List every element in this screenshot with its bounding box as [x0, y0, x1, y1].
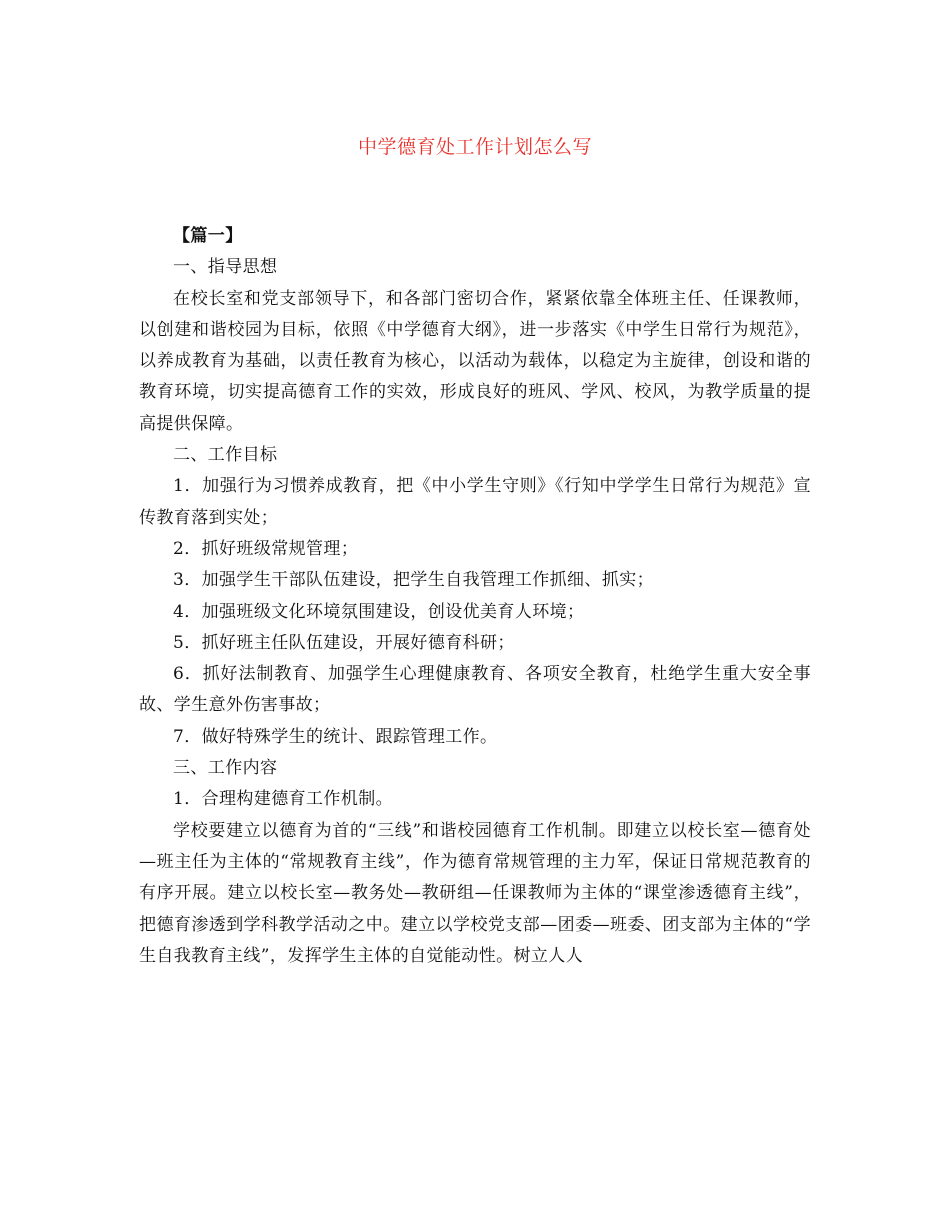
- goal-item-2: 2．抓好班级常规管理；: [173, 538, 359, 559]
- content-item-1: 1．合理构建德育工作机制。: [173, 789, 394, 810]
- section-heading-part-one: 【篇一】: [173, 226, 243, 246]
- document-body: [139, 221, 811, 972]
- section-heading-guiding-ideology: 一、指导思想: [173, 257, 278, 278]
- document-title: 中学德育处工作计划怎么写: [357, 136, 592, 158]
- goal-item-7: 7．做好特殊学生的统计、跟踪管理工作。: [173, 726, 498, 747]
- goal-item-1: 1．加强行为习惯养成教育，把《中小学生守则》《行知中学学生日常行为规范》宣传教育落到实处；: [139, 476, 811, 528]
- paragraph-mechanism: 学校要建立以德育为首的“三线”和谐校园德育工作机制。即建立以校长室—德育处—班主任为主体的“常规教育主线”，作为德育常规管理的主力军，保证日常规范教育的有序开展。建立以校长室—教务处—教研组—任课教师为主体的“课堂渗透德育主线”，把德育渗透到学科教学活动之中。建立以学校党支部—团委—班委、团支部为主体的“学生自我教育主线”，发挥学生主体的自觉能动性。树立人人: [139, 820, 811, 966]
- goal-item-3: 3．加强学生干部队伍建设，把学生自我管理工作抓细、抓实；: [173, 570, 655, 591]
- section-heading-work-content: 三、工作内容: [173, 758, 278, 779]
- goal-item-4: 4．加强班级文化环境氛围建设，创设优美育人环境；: [173, 601, 585, 622]
- goal-item-6: 6．抓好法制教育、加强学生心理健康教育、各项安全教育，杜绝学生重大安全事故、学生意外伤害事故；: [139, 664, 811, 716]
- paragraph-guiding-ideology: 在校长室和党支部领导下，和各部门密切合作，紧紧依靠全体班主任、任课教师，以创建和谐校园为目标，依照《中学德育大纲》，进一步落实《中学生日常行为规范》，以养成教育为基础，以责任教育为核心，以活动为载体，以稳定为主旋律，创设和谐的教育环境，切实提高德育工作的实效，形成良好的班风、学风、校风，为教学质量的提高提供保障。: [139, 288, 811, 434]
- goal-item-5: 5．抓好班主任队伍建设，开展好德育科研；: [173, 632, 515, 653]
- section-heading-work-goals: 二、工作目标: [173, 445, 278, 466]
